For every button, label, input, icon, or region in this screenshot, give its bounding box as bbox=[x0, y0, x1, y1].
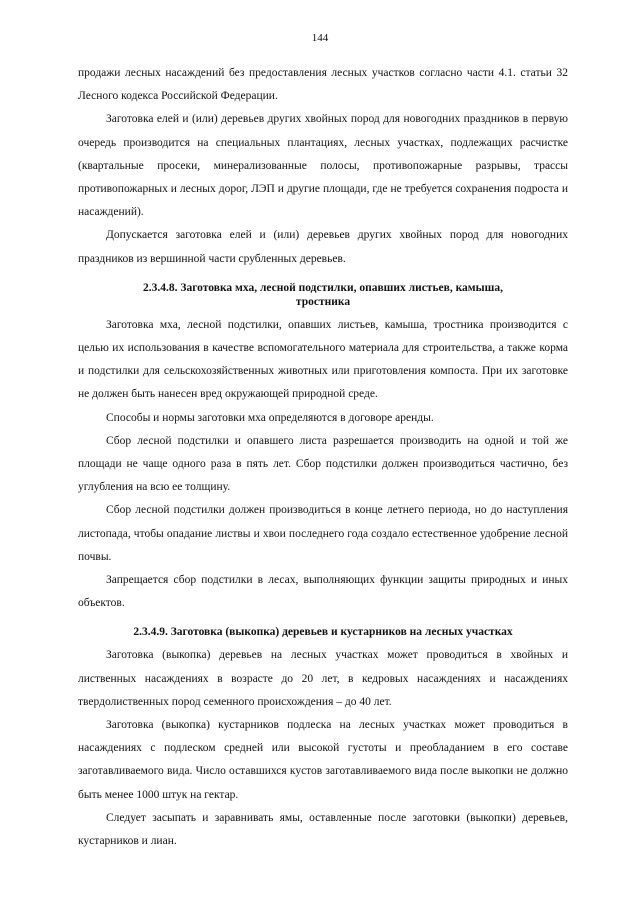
paragraph-tree-digging: Заготовка (выкопка) деревьев на лесных участках может проводиться в хвойных и лиственных насаждениях в возрасте до 20 лет, в кедровых насаждениях и насаждениях твердолиственных пород семенного происхождения – до 40 лет. bbox=[78, 649, 568, 708]
section-heading-2-3-4-8-line2: тростника bbox=[295, 295, 351, 308]
paragraph-litter-frequency: Сбор лесной подстилки и опавшего листа разрешается производить на одной и той же площади не чаще одного раза в пять лет. Сбор подстилки должен производиться частично, без углубления на всю ее толщину. bbox=[78, 434, 568, 494]
paragraph-moss-norms: Способы и нормы заготовки мха определяются в договоре аренды. bbox=[106, 411, 434, 424]
section-heading-2-3-4-8-line1: 2.3.4.8. Заготовка мха, лесной подстилки, опавших листьев, камыша, bbox=[143, 281, 503, 294]
paragraph-new-year-trees: Заготовка елей и (или) деревьев других хвойных пород для новогодних праздников в первую очередь производится на специальных плантациях, лесных участках, подлежащих расчистке (квартальные просеки, минерализованные полосы, противопожарные разрывы, трассы противопожарных и лесных дорог, ЛЭП и другие площади, где не требуется сохранения подроста и насаждений). bbox=[78, 113, 568, 219]
paragraph-moss-purpose: Заготовка мха, лесной подстилки, опавших листьев, камыша, тростника производится с целью их использования в качестве вспомогательного материала для строительства, а также корма и подстилки для сельскохозяйственных животных или приготовления компоста. При их заготовке не должен быть нанесен вред окружающей природной среде. bbox=[78, 318, 568, 401]
paragraph-shrub-digging: Заготовка (выкопка) кустарников подлеска на лесных участках может проводиться в насаждениях с подлеском средней или высокой густоты и преобладанием в его составе заготавливаемого вида. Число оставшихся кустов заготавливаемого вида после выкопки не должно быть менее 1000 штук на гектар. bbox=[78, 719, 568, 801]
section-heading-2-3-4-8 bbox=[78, 281, 568, 309]
page-number: 144 bbox=[311, 32, 329, 44]
paragraph-new-year-tops: Допускается заготовка елей и (или) деревьев других хвойных пород для новогодних праздников из вершинной части срубленных деревьев. bbox=[78, 229, 568, 265]
section-heading-2-3-4-9: 2.3.4.9. Заготовка (выкопка) деревьев и кустарников на лесных участках bbox=[133, 626, 513, 639]
paragraph-pits: Следует засыпать и заравнивать ямы, оставленные после заготовки (выкопки) деревьев, кустарников и лиан. bbox=[78, 811, 568, 848]
paragraph-litter-timing: Сбор лесной подстилки должен производиться в конце летнего периода, но до наступления листопада, чтобы опадание листвы и хвои последнего года создало естественное удобрение лесной почвы. bbox=[78, 504, 568, 563]
continuation-paragraph: продажи лесных насаждений без предоставления лесных участков согласно части 4.1. статьи 32 Лесного кодекса Российской Федерации. bbox=[78, 67, 568, 103]
paragraph-litter-prohibition: Запрещается сбор подстилки в лесах, выполняющих функции защиты природных и иных объектов. bbox=[78, 574, 568, 610]
document-body bbox=[78, 62, 568, 853]
